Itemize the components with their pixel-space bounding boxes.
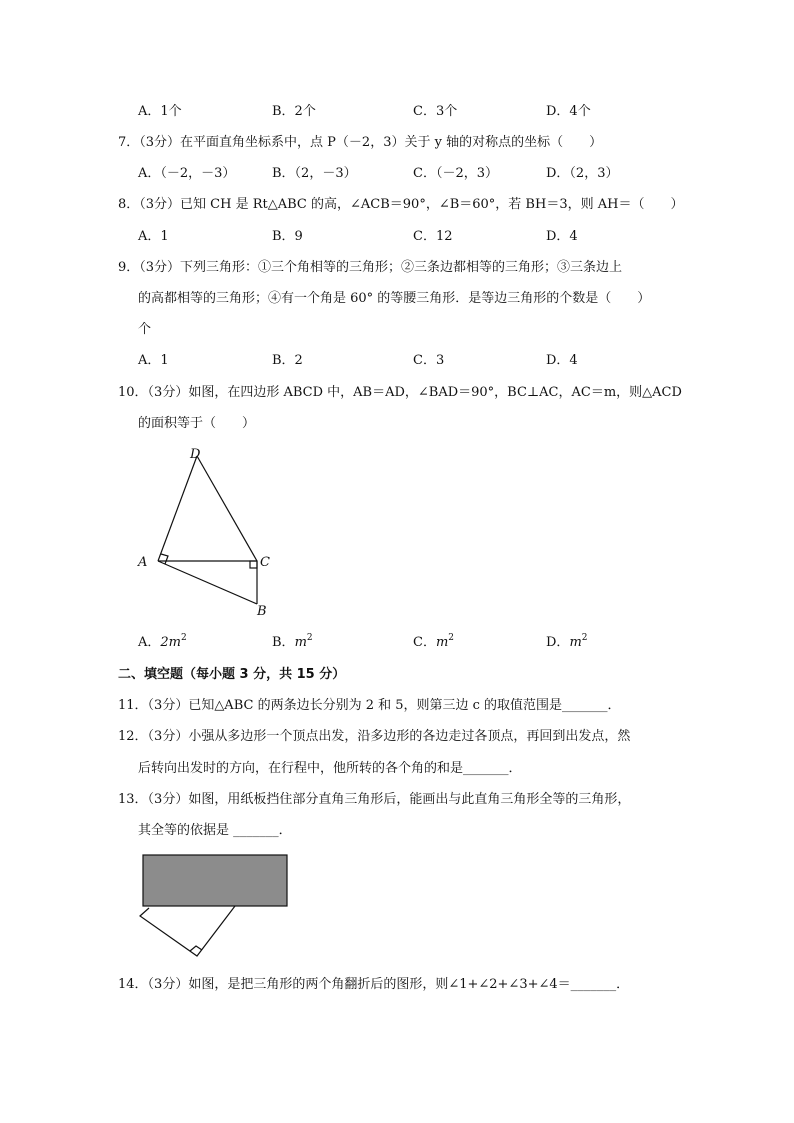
q10-label-d: D	[190, 447, 201, 462]
q10-stem-line2: 的面积等于（ ）	[138, 416, 256, 431]
q14-stem: 14．（3分）如图，是把三角形的两个角翻折后的图形，则∠1+∠2+∠3+∠4＝_______．	[118, 977, 630, 992]
q12-stem-line2: 后转向出发时的方向，在行程中，他所转的各个角的和是_______．	[138, 761, 522, 776]
q13-covered-triangle-figure	[135, 850, 295, 962]
q7-stem: 7．（3分）在平面直角坐标系中，点 P（－2，3）关于 y 轴的对称点的坐标（ ）	[118, 135, 603, 150]
q6-option-c: C．3个	[413, 104, 458, 119]
q10-edge-ad	[158, 456, 197, 561]
q10-label-c: C	[260, 555, 270, 570]
q10-option-a	[138, 634, 187, 652]
q10-quadrilateral-figure	[130, 440, 290, 625]
q10-edge-dc	[197, 456, 257, 561]
q10-option-b-prefix: B．	[272, 635, 295, 650]
q8-stem: 8．（3分）已知 CH 是 Rt△ABC 的高，∠ACB＝90°，∠B＝60°，若 BH＝3，则 AH＝（ ）	[118, 197, 684, 212]
q9-option-c: C．3	[413, 353, 445, 368]
q10-option-d-prefix: D．	[546, 635, 570, 650]
q13-stem-line2: 其全等的依据是 _______．	[138, 823, 292, 838]
q10-label-a: A	[138, 555, 148, 570]
q6-option-b: B．2个	[272, 104, 316, 119]
q10-option-d-base: m	[569, 635, 582, 650]
q10-option-b	[272, 634, 313, 652]
q13-right-angle-mark	[190, 946, 202, 951]
q10-option-b-sup: 2	[306, 633, 313, 643]
q13-stem-line1: 13．（3分）如图，用纸板挡住部分直角三角形后，能画出与此直角三角形全等的三角形，	[118, 792, 631, 807]
q8-option-b: B．9	[272, 229, 303, 244]
q11-stem: 11．（3分）已知△ABC 的两条边长分别为 2 和 5，则第三边 c 的取值范围是_______．	[118, 698, 621, 713]
q7-option-d: D．（2，3）	[546, 166, 619, 181]
q6-option-d: D．4个	[546, 104, 591, 119]
q7-option-c: C．（－2，3）	[413, 166, 498, 181]
q10-stem-line1: 10．（3分）如图，在四边形 ABCD 中，AB＝AD，∠BAD＝90°，BC⊥AC，AC＝m，则△ACD	[118, 385, 682, 400]
q10-edge-ab	[158, 561, 257, 604]
q10-label-b: B	[257, 604, 267, 619]
q13-cardboard-cover	[143, 855, 287, 906]
q8-option-a: A．1	[138, 229, 169, 244]
q10-option-c-base: m	[435, 635, 449, 650]
q10-option-a-sup: 2	[181, 633, 187, 643]
q10-right-angle-c	[250, 561, 257, 568]
q12-stem-line1: 12．（3分）小强从多边形一个顶点出发，沿多边形的各边走过各顶点，再回到出发点，然	[118, 729, 631, 744]
q13-triangle-edges	[140, 906, 235, 956]
q8-option-c: C．12	[413, 229, 453, 244]
q9-option-b: B．2	[272, 353, 303, 368]
q10-option-c-sup: 2	[448, 633, 455, 643]
q9-stem-line2: 的高都相等的三角形；④有一个角是 60° 的等腰三角形．是等边三角形的个数是（ ）	[138, 291, 651, 306]
q9-option-d: D．4	[546, 353, 578, 368]
q10-option-c	[413, 634, 454, 652]
q10-option-d	[546, 634, 588, 652]
q8-option-d: D．4	[546, 229, 578, 244]
q10-option-c-prefix: C．	[413, 635, 436, 650]
q10-option-a-prefix: A．	[138, 635, 161, 650]
section2-title: 二、填空题（每小题 3 分，共 15 分）	[118, 667, 346, 682]
q9-stem-line3: 个	[138, 322, 152, 337]
q9-option-a: A．1	[138, 353, 169, 368]
q10-option-a-base: 2m	[160, 635, 181, 650]
q9-stem-line1: 9．（3分）下列三角形：①三个角相等的三角形；②三条边都相等的三角形；③三条边上	[118, 260, 623, 275]
q10-option-b-base: m	[294, 635, 307, 650]
q7-option-b: B．（2，－3）	[272, 166, 357, 181]
q10-option-d-sup: 2	[581, 633, 588, 643]
q6-option-a: A．1个	[138, 104, 182, 119]
q7-option-a: A．（－2，－3）	[138, 166, 236, 181]
